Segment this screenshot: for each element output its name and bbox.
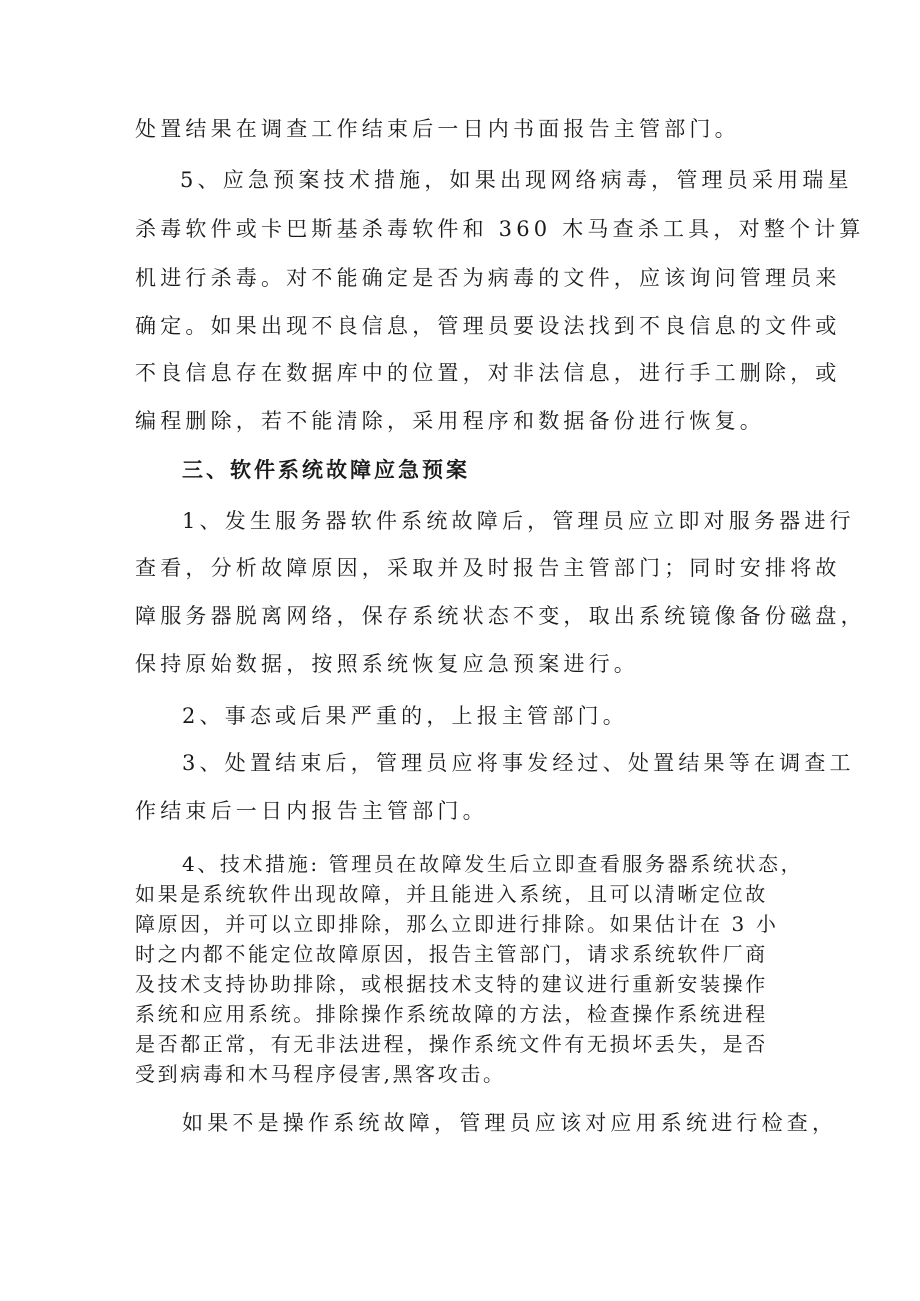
- text-line: 确定。如果出现不良信息，管理员要设法找到不良信息的文件或: [135, 314, 841, 338]
- text-line: 2、事态或后果严重的，上报主管部门。: [182, 704, 628, 728]
- section-heading: 三、软件系统故障应急预案: [182, 458, 470, 482]
- text-line: 保持原始数据，按照系统恢复应急预案进行。: [135, 652, 639, 676]
- text-line: 及技术支持协助排除，或根据技术支特的建议进行重新安装操作: [135, 972, 768, 996]
- text-line: 3、处置结束后，管理员应将事发经过、处置结果等在调查工: [182, 751, 855, 775]
- text-line: 受到病毒和木马程序侵害,黑客攻击。: [135, 1062, 506, 1086]
- text-line: 系统和应用系统。排除操作系统故障的方法，检查操作系统进程: [135, 1002, 768, 1026]
- text-line: 1、发生服务器软件系统故障后，管理员应立即对服务器进行: [182, 509, 855, 533]
- text-line: 查看，分析故障原因，采取并及时报告主管部门；同时安排将故: [135, 556, 841, 580]
- text-line: 编程删除，若不能清除，采用程序和数据备份进行恢复。: [135, 409, 765, 433]
- text-line: 障服务器脱离网络，保存系统状态不变，取出系统镜像备份磁盘，: [135, 604, 866, 628]
- text-line: 处置结果在调查工作结束后一日内书面报告主管部门。: [135, 117, 740, 141]
- text-line: 4、技术措施: 管理员在故障发生后立即查看服务器系统状态，: [182, 852, 804, 876]
- text-line: 机进行杀毒。对不能确定是否为病毒的文件，应该询问管理员来: [135, 266, 841, 290]
- text-line: 时之内都不能定位故障原因，报告主管部门，请求系统软件厂商: [135, 942, 768, 966]
- text-line: 作结束后一日内报告主管部门。: [135, 799, 488, 823]
- text-line: 杀毒软件或卡巴斯基杀毒软件和 360 木马查杀工具，对整个计算: [135, 217, 865, 241]
- text-line: 障原因，并可以立即排除，那么立即进行排除。如果估计在 3 小: [135, 912, 779, 936]
- text-line: 不良信息存在数据库中的位置，对非法信息，进行手工删除，或: [135, 361, 841, 385]
- text-line: 如果不是操作系统故障，管理员应该对应用系统进行检查，: [182, 1111, 838, 1135]
- text-line: 是否都正常，有无非法进程，操作系统文件有无损坏丢失，是否: [135, 1032, 768, 1056]
- text-line: 如果是系统软件出现故障，并且能进入系统，且可以清晰定位故: [135, 882, 768, 906]
- text-line: 5、应急预案技术措施，如果出现网络病毒，管理员采用瑞星: [180, 168, 853, 192]
